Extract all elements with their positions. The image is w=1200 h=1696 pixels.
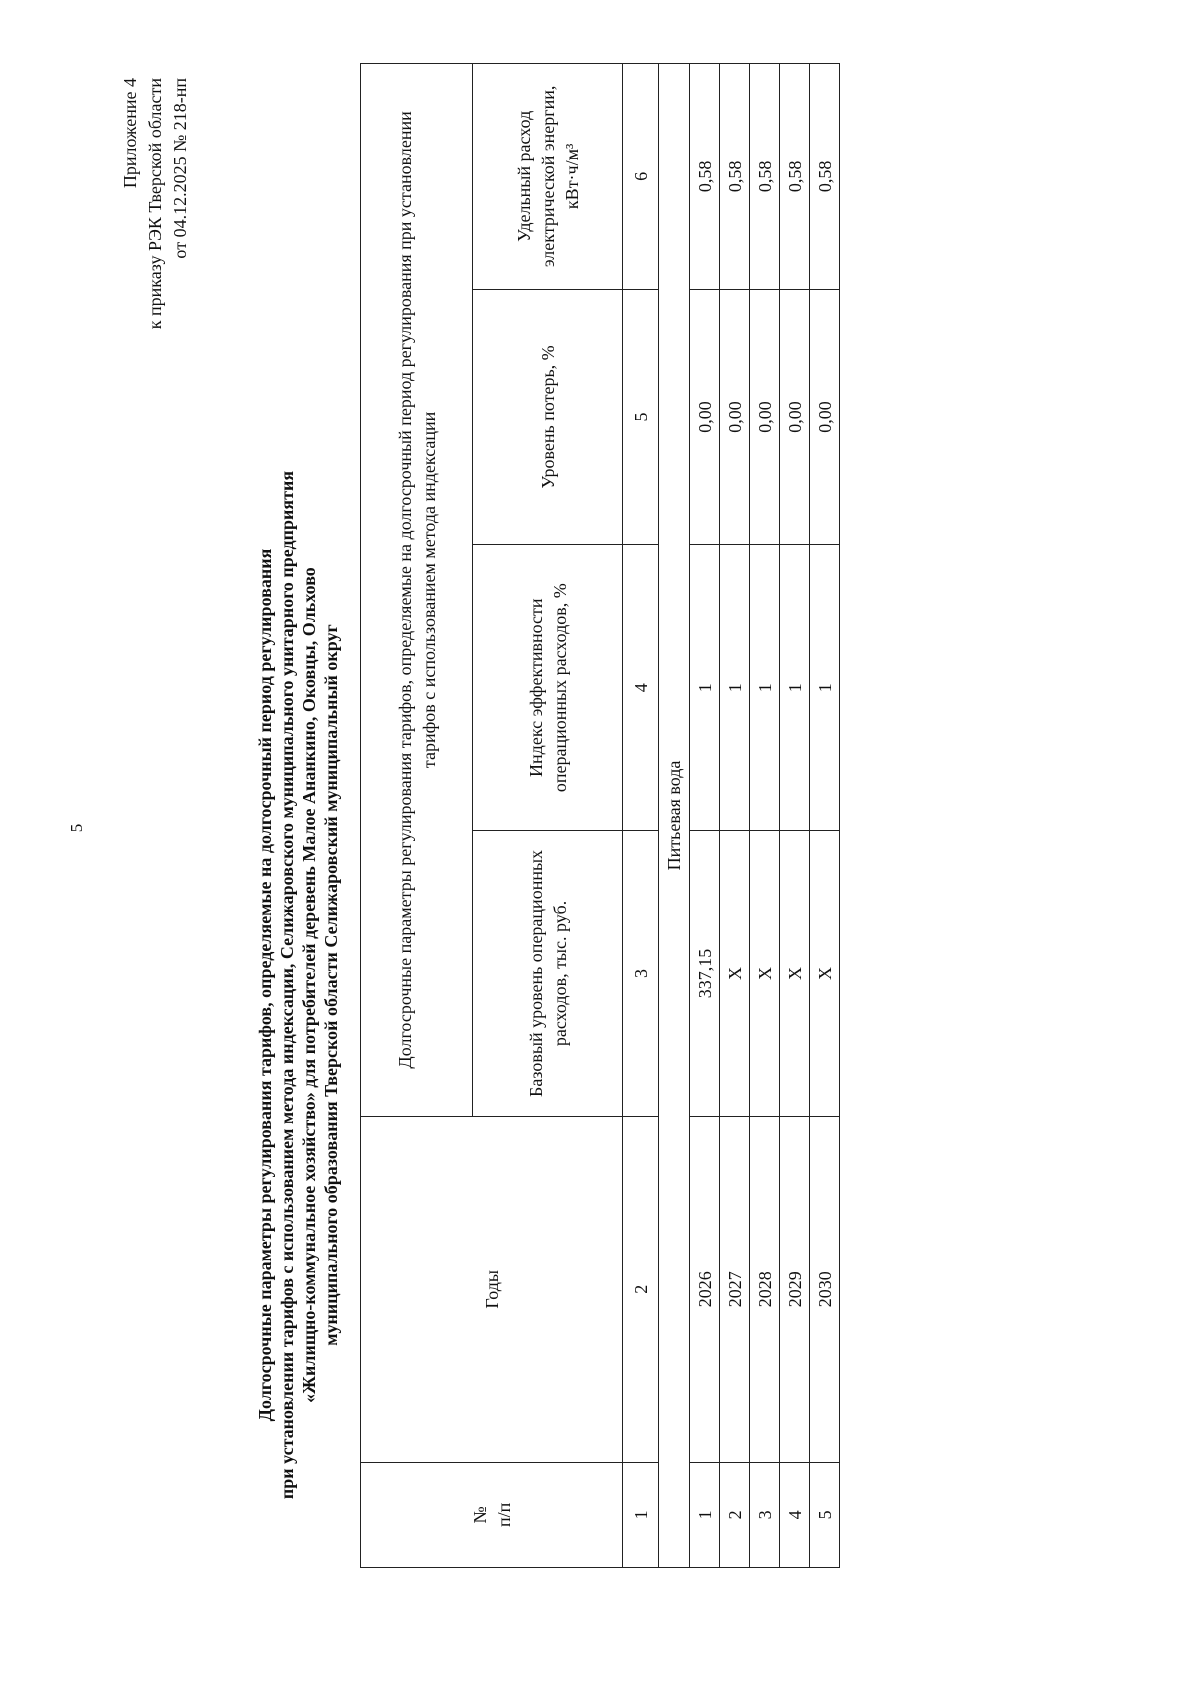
row-energy-consumption: 0,58 [720,64,750,290]
table-row [810,64,840,1568]
document-title [254,460,342,1510]
row-loss-level: 0,00 [810,289,840,545]
row-efficiency-index: 1 [750,545,780,831]
row-energy-consumption: 0,58 [690,64,720,290]
header-group: Долгосрочные параметры регулирования тарифов, определяемые на долгосрочный период регулирования при установлении тарифов с использованием метода индексации [361,64,473,1117]
row-base-opex: X [780,831,810,1117]
row-year: 2030 [810,1116,840,1462]
header-years: Годы [361,1116,623,1462]
row-loss-level: 0,00 [750,289,780,545]
title-line: «Жилищно-коммунальное хозяйство» для потребителей деревень Малое Ананкино, Оковцы, Ольхово [299,567,319,1403]
row-base-opex: X [750,831,780,1117]
row-base-opex: X [810,831,840,1117]
section-label: Питьевая вода [659,64,690,1568]
row-num: 3 [750,1462,780,1567]
appendix-block [118,78,193,408]
appendix-line: Приложение 4 [120,78,140,189]
row-num: 4 [780,1462,810,1567]
row-num: 2 [720,1462,750,1567]
row-year: 2026 [690,1116,720,1462]
title-line: муниципального образования Тверской области Селижаровский муниципальный округ [321,624,341,1346]
row-loss-level: 0,00 [690,289,720,545]
row-efficiency-index: 1 [780,545,810,831]
table-row [690,64,720,1568]
row-energy-consumption: 0,58 [780,64,810,290]
column-number: 1 [623,1462,659,1567]
column-number: 2 [623,1116,659,1462]
table-row [780,64,810,1568]
page-number: 5 [67,823,86,833]
row-base-opex: 337,15 [690,831,720,1117]
header-num: № п/п [361,1462,623,1567]
row-year: 2029 [780,1116,810,1462]
row-num: 1 [690,1462,720,1567]
table-row [750,64,780,1568]
column-number: 6 [623,64,659,290]
column-number: 4 [623,545,659,831]
column-number: 3 [623,831,659,1117]
header-energy-consumption: Удельный расход электрической энергии, кВт·ч/м³ [473,64,623,290]
section-row [659,64,690,1568]
row-energy-consumption: 0,58 [750,64,780,290]
parameters-table [360,63,840,1568]
header-base-opex: Базовый уровень операционных расходов, тыс. руб. [473,831,623,1117]
row-num: 5 [810,1462,840,1567]
parameters-table-wrap [360,63,840,1568]
header-loss-level: Уровень потерь, % [473,289,623,545]
column-number-row [623,64,659,1568]
column-number: 5 [623,289,659,545]
row-energy-consumption: 0,58 [810,64,840,290]
title-line: Долгосрочные параметры регулирования тарифов, определяемые на долгосрочный период регулирования [255,548,275,1422]
row-loss-level: 0,00 [720,289,750,545]
appendix-line: к приказу РЭК Тверской области [145,78,165,330]
row-year: 2027 [720,1116,750,1462]
row-year: 2028 [750,1116,780,1462]
row-loss-level: 0,00 [780,289,810,545]
row-efficiency-index: 1 [810,545,840,831]
row-efficiency-index: 1 [720,545,750,831]
row-base-opex: X [720,831,750,1117]
row-efficiency-index: 1 [690,545,720,831]
table-row [720,64,750,1568]
appendix-line: от 04.12.2025 № 218-нп [170,78,190,259]
title-line: при установлении тарифов с использованием метода индексации, Селижаровского муниципального унитарного предприятия [277,470,297,1500]
header-efficiency-index: Индекс эффективности операционных расходов, % [473,545,623,831]
header-row [361,64,473,1568]
